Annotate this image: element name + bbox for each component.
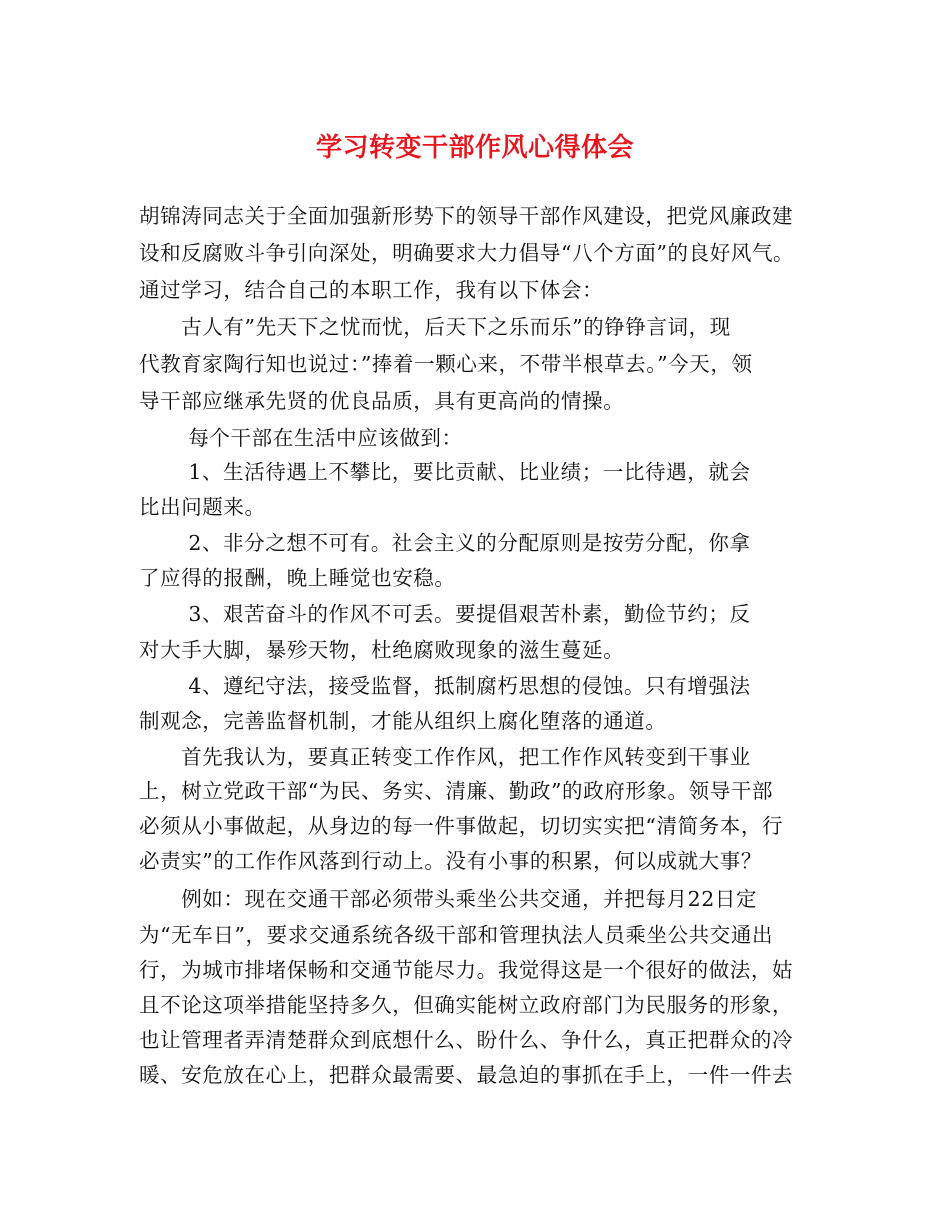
body-line: 必责实”的工作作风落到行动上。没有小事的积累，何以成就大事？: [139, 849, 762, 873]
body-line: 比出问题来。: [139, 495, 266, 519]
body-line: 3、艰苦奋斗的作风不可丢。要提倡艰苦朴素，勤俭节约；反: [139, 602, 751, 626]
body-line: 制观念，完善监督机制，才能从组织上腐化堕落的通道。: [139, 709, 667, 733]
body-line: 行，为城市排堵保畅和交通节能尽力。我觉得这是一个很好的做法，姑: [139, 958, 794, 982]
body-line: 每个干部在生活中应该做到：: [139, 426, 463, 450]
body-line: 必须从小事做起，从身边的每一件事做起，切切实实把“清简务本，行: [139, 814, 784, 838]
body-line: 古人有”先天下之忧而忧，后天下之乐而乐”的铮铮言词，现: [139, 315, 731, 339]
body-line: 对大手大脚，暴殄天物，杜绝腐败现象的滋生蔓延。: [139, 638, 625, 662]
body-line: 2、非分之想不可有。社会主义的分配原则是按劳分配，你拿: [139, 531, 751, 555]
body-line: 例如：现在交通干部必须带头乘坐公共交通，并把每月22日定: [139, 887, 758, 911]
body-line: 胡锦涛同志关于全面加强新形势下的领导干部作风建设，把党风廉政建: [139, 204, 794, 228]
body-line: 导干部应继承先贤的优良品质，具有更高尚的情操。: [139, 389, 625, 413]
body-line: 且不论这项举措能坚持多久，但确实能树立政府部门为民服务的形象，: [139, 993, 794, 1017]
body-line: 首先我认为，要真正转变工作作风，把工作作风转变到干事业: [139, 745, 751, 769]
body-line: 1、生活待遇上不攀比，要比贡献、比业绩；一比待遇，就会: [139, 460, 751, 484]
body-line: 暖、安危放在心上，把群众最需要、最急迫的事抓在手上，一件一件去: [139, 1063, 794, 1087]
body-line: 了应得的报酬，晚上睡觉也安稳。: [139, 566, 456, 590]
body-line: 也让管理者弄清楚群众到底想什么、盼什么、争什么，真正把群众的冷: [139, 1028, 794, 1052]
body-line: 为“无车日”，要求交通系统各级干部和管理执法人员乘坐公共交通出: [139, 923, 774, 947]
body-line: 代教育家陶行知也说过：”捧着一颗心来，不带半根草去。”今天，领: [139, 352, 753, 376]
body-line: 4、遵纪守法，接受监督，抵制腐朽思想的侵蚀。只有增强法: [139, 674, 751, 698]
document-title: 学习转变干部作风心得体会: [315, 133, 634, 163]
body-line: 设和反腐败斗争引向深处，明确要求大力倡导“八个方面”的良好风气。: [139, 241, 795, 265]
body-line: 通过学习，结合自己的本职工作，我有以下体会：: [139, 278, 604, 302]
body-line: 上，树立党政干部“为民、务实、清廉、勤政”的政府形象。领导干部: [139, 779, 774, 803]
